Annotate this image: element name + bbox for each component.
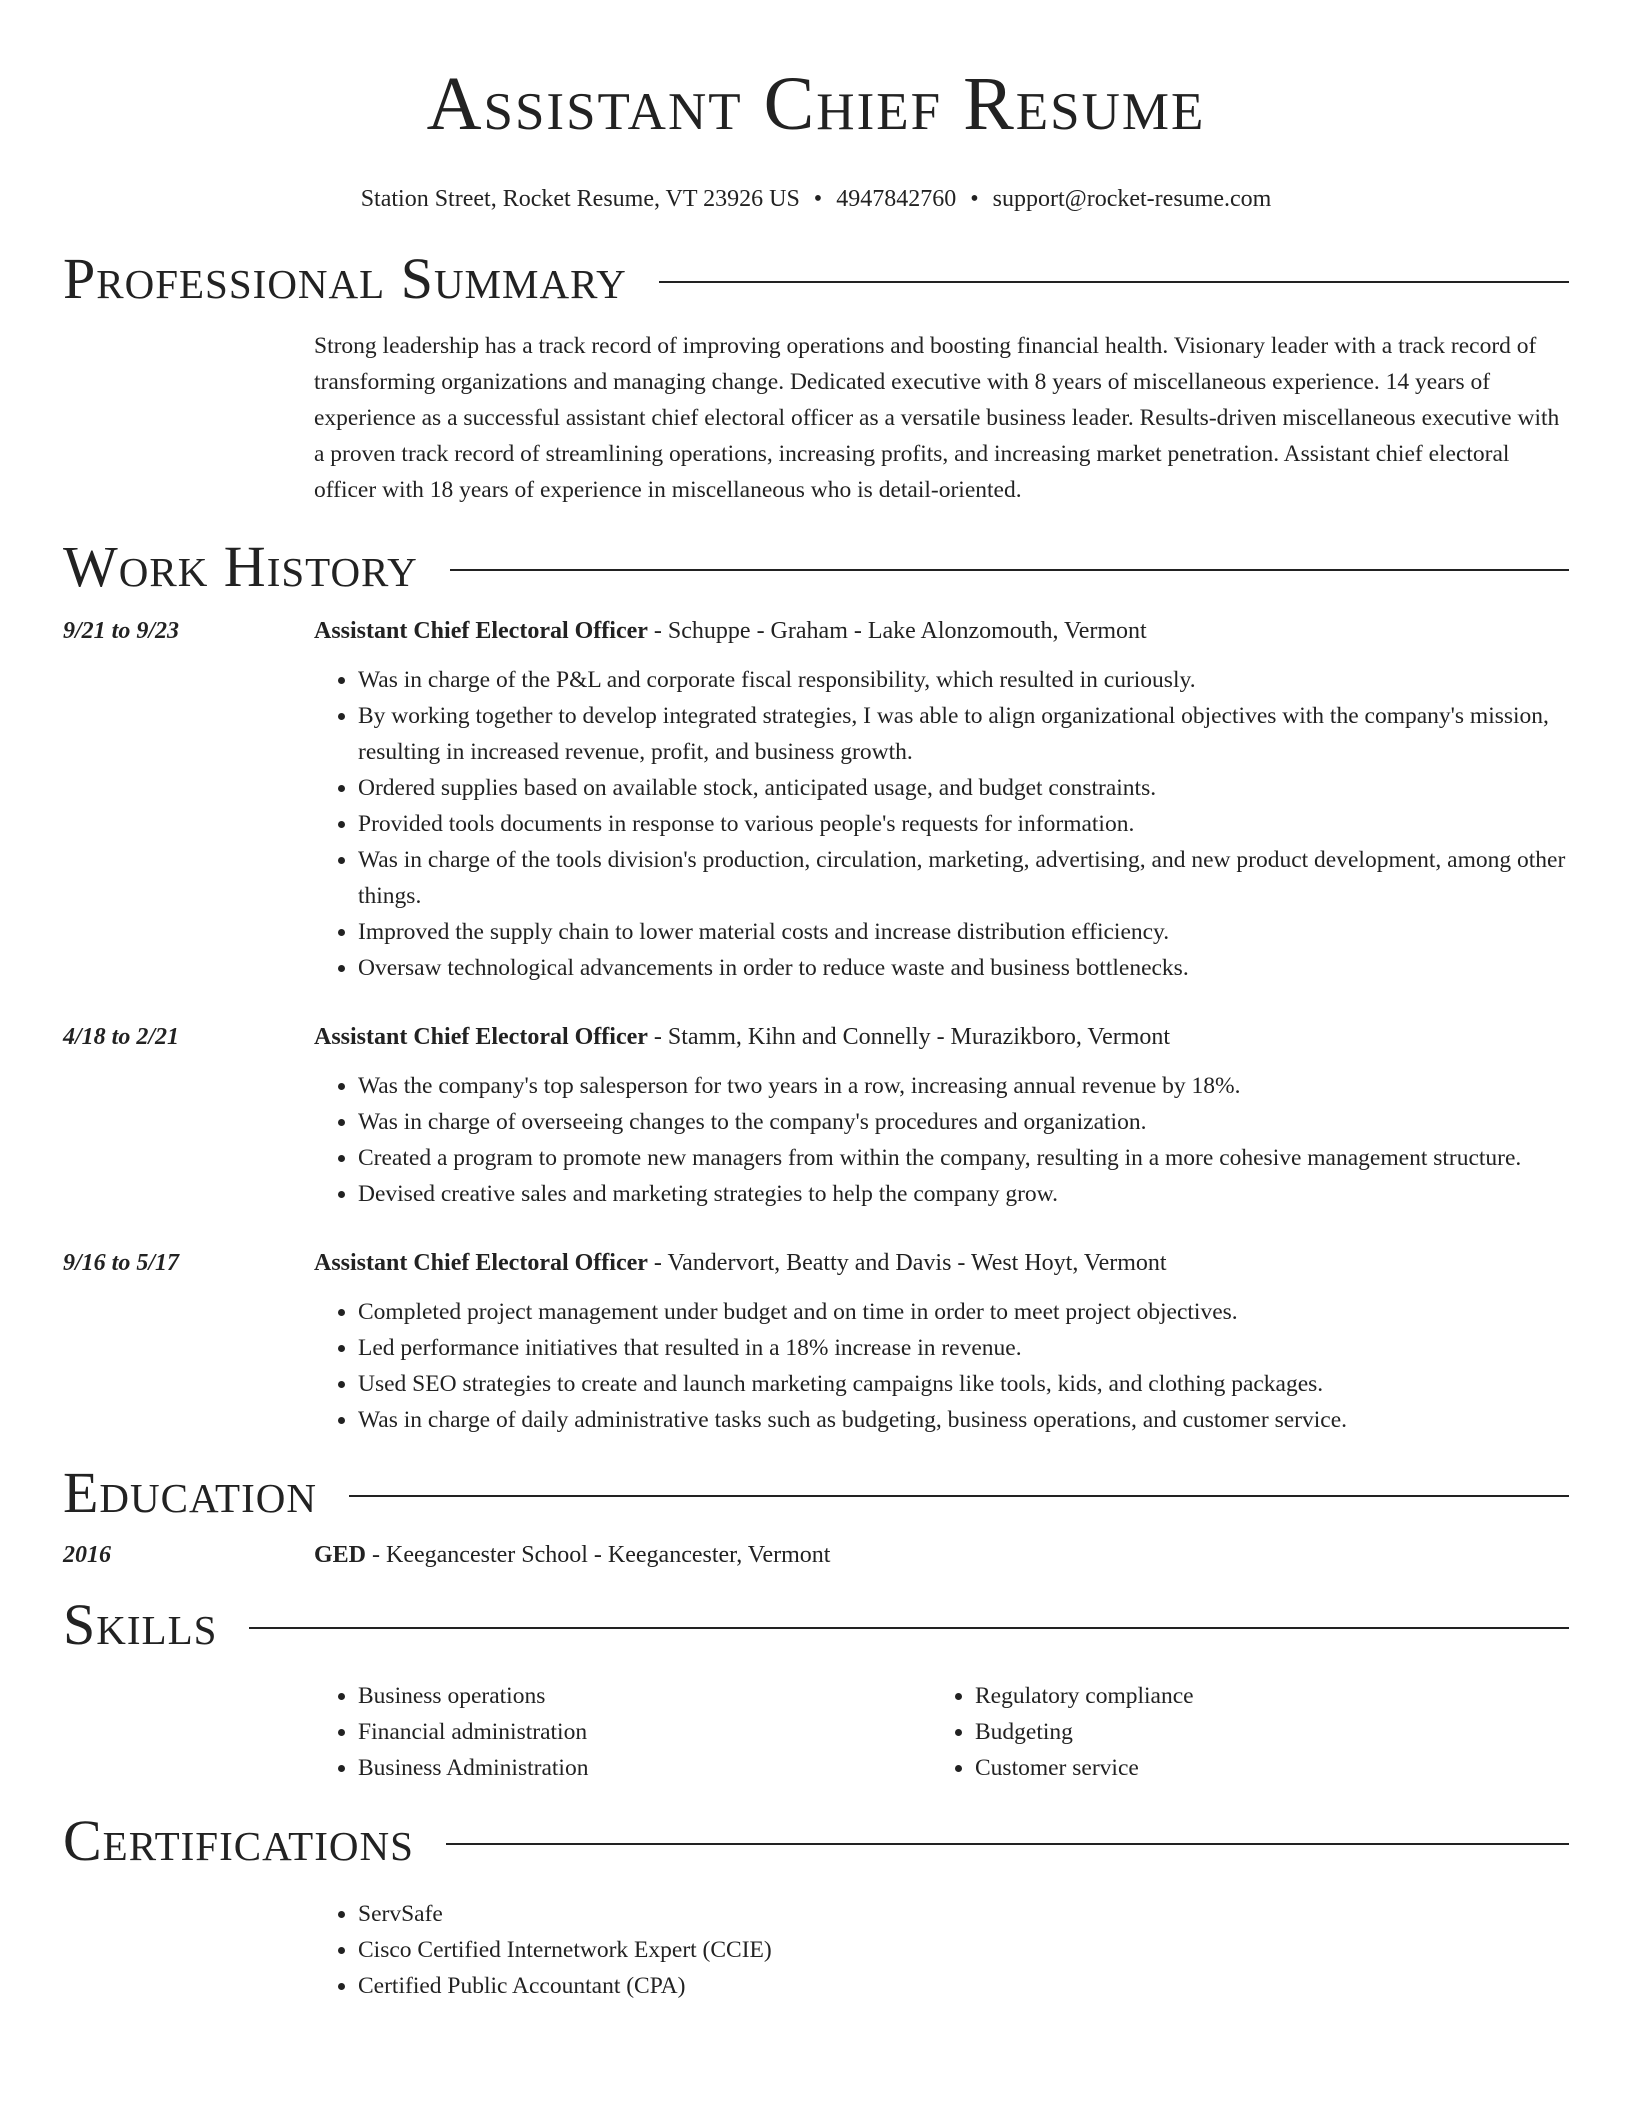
list-item: • Completed project management under budget and on time in order to meet project objectives. — [358, 1294, 1569, 1330]
job-employer: - Vandervort, Beatty and Davis - West Hoyt, Vermont — [647, 1250, 1167, 1276]
section-divider — [249, 1627, 1569, 1629]
education-heading: Education — [63, 1460, 317, 1525]
list-item: • Provided tools documents in response to various people's requests for information. — [358, 806, 1569, 842]
education-entry — [63, 1538, 1569, 1572]
list-item: • Devised creative sales and marketing strategies to help the company grow. — [358, 1176, 1569, 1212]
list-item: • Was the company's top salesperson for two years in a row, increasing annual revenue by 18%. — [358, 1068, 1569, 1104]
job-bullets — [314, 1294, 1569, 1438]
education-year: 2016 — [63, 1542, 111, 1568]
job-entry — [63, 1246, 1569, 1438]
contact-phone: 4947842760 — [836, 186, 957, 212]
skills-section-header — [63, 1592, 1569, 1658]
skill-item: • Financial administration — [358, 1714, 931, 1750]
job-title: Assistant Chief Electoral Officer — [314, 1024, 648, 1050]
skill-item: • Business Administration — [358, 1750, 931, 1786]
education-school: - Keegancester School - Keegancester, Vermont — [366, 1542, 831, 1568]
list-item: • Was in charge of the tools division's production, circulation, marketing, advertising, and new product development, among other things. — [358, 842, 1569, 914]
section-divider — [349, 1495, 1569, 1497]
list-item: • Oversaw technological advancements in order to reduce waste and business bottlenecks. — [358, 950, 1569, 986]
certifications-list — [314, 1896, 1569, 2004]
job-dates: 4/18 to 2/21 — [63, 1024, 180, 1050]
job-entry — [63, 1020, 1569, 1212]
section-divider — [446, 1843, 1569, 1845]
certification-item: • ServSafe — [358, 1896, 1569, 1932]
job-header — [63, 614, 1569, 648]
job-entry — [63, 614, 1569, 986]
list-item: • Was in charge of daily administrative tasks such as budgeting, business operations, and customer service. — [358, 1402, 1569, 1438]
skill-item: • Business operations — [358, 1678, 931, 1714]
skills-grid — [314, 1678, 1569, 1786]
education-heading-line — [314, 1538, 830, 1572]
certification-item: • Cisco Certified Internetwork Expert (CCIE) — [358, 1932, 1569, 1968]
skills-list-right — [931, 1678, 1569, 1786]
job-heading-line — [314, 614, 1147, 648]
resume-name: Assistant Chief Resume — [426, 62, 1206, 146]
contact-line — [63, 184, 1569, 214]
list-item: • By working together to develop integrated strategies, I was able to align organizational objectives with the company's mission, resulting in increased revenue, profit, and business growth. — [358, 698, 1569, 770]
skill-item: • Budgeting — [975, 1714, 1569, 1750]
list-item: • Created a program to promote new managers from within the company, resulting in a more cohesive management structure. — [358, 1140, 1569, 1176]
work-section-header — [63, 534, 1569, 600]
job-title: Assistant Chief Electoral Officer — [314, 1250, 648, 1276]
section-divider — [450, 569, 1569, 571]
section-divider — [659, 281, 1569, 283]
education-degree: GED — [314, 1542, 367, 1568]
contact-separator: • — [813, 186, 823, 212]
work-heading: Work History — [63, 534, 418, 599]
list-item: • Was in charge of the P&L and corporate fiscal responsibility, which resulted in curiously. — [358, 662, 1569, 698]
summary-heading: Professional Summary — [63, 246, 627, 311]
skills-heading: Skills — [63, 1592, 218, 1657]
list-item: • Ordered supplies based on available stock, anticipated usage, and budget constraints. — [358, 770, 1569, 806]
job-bullets — [314, 1068, 1569, 1212]
job-title: Assistant Chief Electoral Officer — [314, 618, 648, 644]
job-employer: - Schuppe - Graham - Lake Alonzomouth, Vermont — [647, 618, 1147, 644]
certification-item: • Certified Public Accountant (CPA) — [358, 1968, 1569, 2004]
job-dates: 9/16 to 5/17 — [63, 1250, 180, 1276]
list-item: • Led performance initiatives that resulted in a 18% increase in revenue. — [358, 1330, 1569, 1366]
list-item: • Improved the supply chain to lower material costs and increase distribution efficiency. — [358, 914, 1569, 950]
list-item: • Was in charge of overseeing changes to the company's procedures and organization. — [358, 1104, 1569, 1140]
certifications-section-header — [63, 1808, 1569, 1874]
contact-address: Station Street, Rocket Resume, VT 23926 US — [360, 186, 800, 212]
certifications-heading: Certifications — [63, 1808, 414, 1873]
job-header — [63, 1246, 1569, 1280]
job-bullets — [314, 662, 1569, 986]
job-employer: - Stamm, Kihn and Connelly - Murazikboro, Vermont — [647, 1024, 1171, 1050]
skill-item: • Customer service — [975, 1750, 1569, 1786]
summary-text: Strong leadership has a track record of improving operations and boosting financial health. Visionary leader with a track record of transforming organizations and managing change. Dedicated executive with 8 years of miscellaneous experience. 14 years of experience as a successful assistant chief electoral officer as a versatile business leader. Results-driven miscellaneous executive with a proven track record of streamlining operations, increasing profits, and increasing market penetration. Assistant chief electoral officer with 18 years of experience in miscellaneous who is detail-oriented. — [314, 333, 1560, 503]
contact-email: support@rocket-resume.com — [992, 186, 1272, 212]
job-heading-line — [314, 1020, 1170, 1054]
summary-section-header — [63, 246, 1569, 312]
job-heading-line — [314, 1246, 1167, 1280]
education-section-header — [63, 1460, 1569, 1526]
contact-separator: • — [970, 186, 979, 212]
job-header — [63, 1020, 1569, 1054]
list-item: • Used SEO strategies to create and launch marketing campaigns like tools, kids, and clothing packages. — [358, 1366, 1569, 1402]
job-dates: 9/21 to 9/23 — [63, 618, 180, 644]
skill-item: • Regulatory compliance — [975, 1678, 1569, 1714]
skills-list-left — [314, 1678, 931, 1786]
